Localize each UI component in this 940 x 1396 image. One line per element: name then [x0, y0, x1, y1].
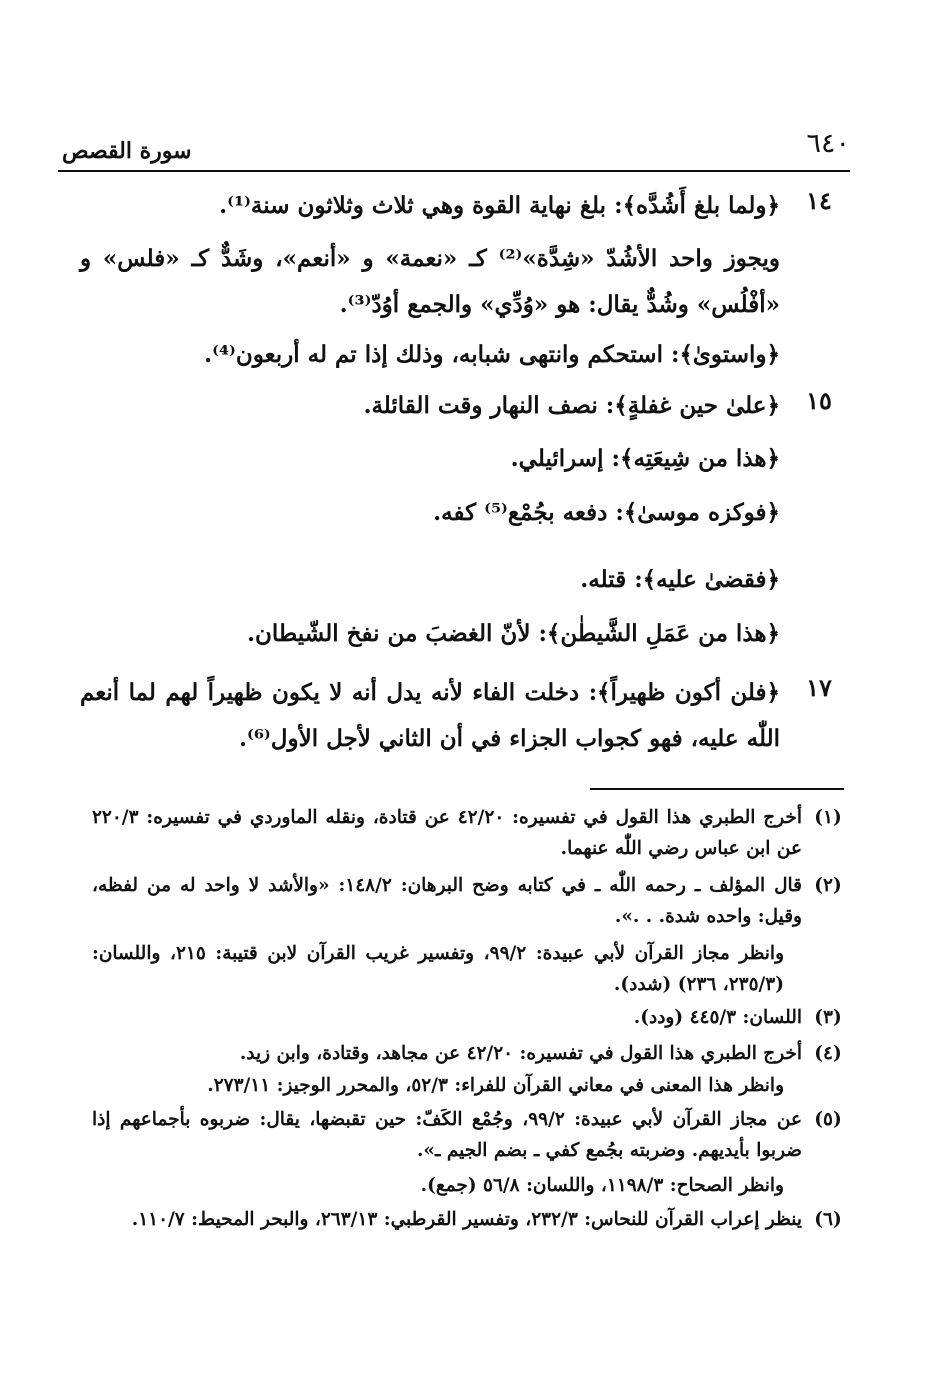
- footnote-text: وانظر مجاز القرآن لأبي عبيدة: ٩٩/٢، وتفسير غريب القرآن لابن قتيبة: ٢١٥، واللسان: (٢٣٥/٣، ٢٣٦) (شدد).: [92, 943, 785, 995]
- footnote-text: أخرج الطبري هذا القول في تفسيره: ٤٢/٢٠ عن مجاهد، وقتادة، وابن زيد.: [239, 1043, 802, 1064]
- footnote-text: ينظر إعراب القرآن للنحاس: ٢٣٢/٣، وتفسير القرطبي: ٢٦٣/١٣، والبحر المحيط: ١١٠/٧.: [131, 1209, 802, 1230]
- gloss-entry: ﴿واستوىٰ﴾: استحكم وانتهى شبابه، وذلك إذا تم له أربعون⁽⁴⁾.: [204, 341, 780, 368]
- verse-number: ١٥: [806, 386, 832, 415]
- gloss-entry: ﴿فلن أكون ظهيراً﴾: دخلت الفاء لأنه يدل أنه لا يكون ظهيراً لهم لما أنعم اللّٰه عليه، فهو كجواب الجزاء في أن الثاني لأجل الأول⁽⁶⁾.: [80, 679, 780, 752]
- gloss-entry: ﴿هذا من شِيعَتِه﴾: إسرائيلي.: [510, 445, 780, 472]
- surah-title: سورة القصص: [62, 138, 192, 164]
- page-number: ٦٤٠: [806, 128, 850, 159]
- footnote: [92, 1170, 844, 1201]
- gloss-entry: ﴿هذا من عَمَلِ الشَّيطٰن﴾: لأنّ الغضبَ من نفخ الشّيطان.: [247, 620, 780, 647]
- verse-number: ١٤: [806, 186, 832, 215]
- footnote: [92, 1002, 844, 1033]
- footnote-text: وانظر الصحاح: ١١٩٨/٣، واللسان: ٥٦/٨ (جمع).: [420, 1175, 784, 1196]
- footnote: [92, 1038, 844, 1069]
- header-divider: [58, 170, 850, 172]
- footnote: [92, 870, 844, 932]
- footnote-text: وانظر هذا المعنى في معاني القرآن للفراء: ٥٢/٣، والمحرر الوجيز: ٢٧٣/١١.: [207, 1075, 784, 1096]
- gloss-entry: ﴿ولما بلغ أَشُدَّه﴾: بلغ نهاية القوة وهي ثلاث وثلاثون سنة⁽¹⁾.: [219, 192, 780, 219]
- gloss-entry: ﴿علىٰ حين غفلةٍ﴾: نصف النهار وقت القائلة.: [363, 392, 780, 419]
- gloss-entry: ﴿فوكزه موسىٰ﴾: دفعه بجُمْع⁽⁵⁾ كفه.: [433, 499, 780, 526]
- footnote: [92, 938, 844, 1000]
- footnote-text: اللسان: ٤٤٥/٣ (ودد).: [633, 1007, 802, 1028]
- footnote-number: (٤): [814, 1043, 842, 1064]
- footnote: [92, 1070, 844, 1101]
- footnote-text: قال المؤلف ـ رحمه اللّٰه ـ في كتابه وضح البرهان: ١٤٨/٢: «والأشد لا واحد له من لفظه، وقيل: واحده شدة. . .».: [92, 875, 802, 927]
- footnote-text: عن مجاز القرآن لأبي عبيدة: ٩٩/٢، وجُمْع الكَفّ: حين تقبضها، يقال: ضربوه بأجماعهم إذا ضربوا بأيديهم. وضربته بجُمع كفي ـ بضم الجيم ـ».: [92, 1109, 803, 1161]
- gloss-entry: ويجوز واحد الأشُدّ «شِدَّة»⁽²⁾ كـ «نعمة» و «أنعم»، وشَدٌّ كـ «فلس» و «أفْلُس» وشُدٌّ يقال: هو «وُدِّي» والجمع أوُدّ⁽³⁾.: [80, 245, 781, 318]
- footnote-number: (٦): [814, 1209, 842, 1230]
- footnote: [92, 1104, 844, 1166]
- gloss-entry: ﴿فقضىٰ عليه﴾: قتله.: [580, 566, 780, 593]
- footnote-divider: [590, 788, 844, 790]
- footnote-number: (١): [814, 807, 842, 828]
- footnote: [92, 802, 844, 864]
- page-header: [58, 128, 850, 168]
- verse-number: ١٧: [806, 673, 832, 702]
- footnote-text: أخرج الطبري هذا القول في تفسيره: ٤٢/٢٠ عن قتادة، ونقله الماوردي في تفسيره: ٢٢٠/٣ عن ابن عباس رضي اللّٰه عنهما.: [92, 807, 803, 859]
- footnote-number: (٣): [814, 1007, 842, 1028]
- footnote-number: (٢): [814, 875, 842, 896]
- footnote-number: (٥): [814, 1109, 842, 1130]
- footnote: [92, 1204, 844, 1235]
